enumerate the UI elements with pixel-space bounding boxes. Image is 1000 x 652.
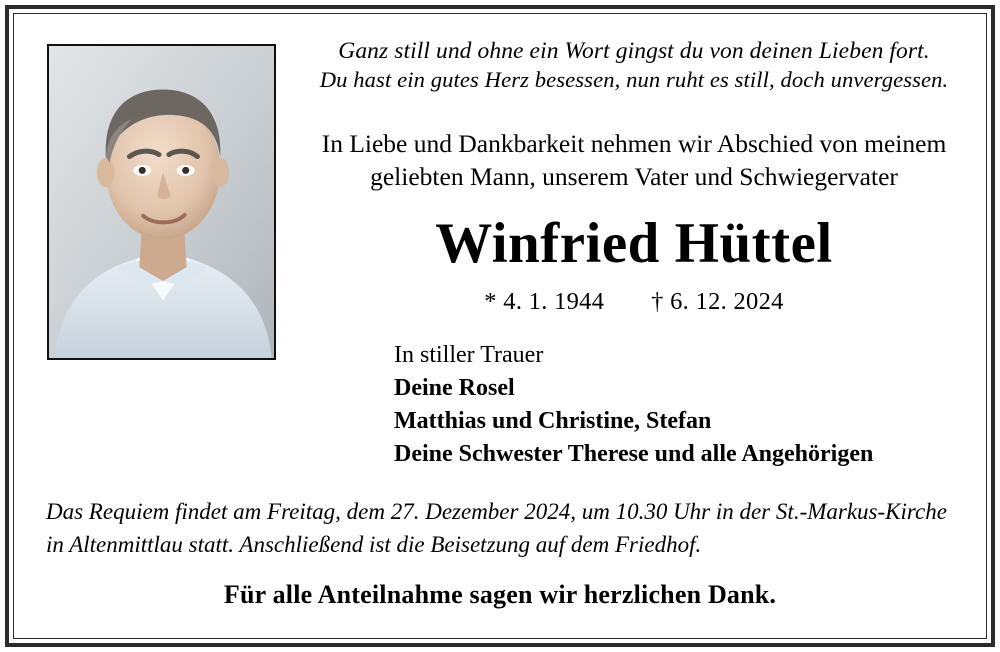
mourners-lead: In stiller Trauer: [394, 342, 544, 368]
verse-block: [304, 36, 964, 95]
mourners-block: [394, 339, 974, 471]
requiem-line-2: in Altenmittlau statt. Anschließend ist die Beisetzung auf dem Friedhof.: [46, 531, 702, 557]
mourner-line-3: Deine Schwester Therese und alle Angehörigen: [394, 441, 874, 468]
life-dates: [294, 288, 974, 316]
thanks-message: Für alle Anteilnahme sagen wir herzlichen Dank.: [223, 580, 777, 609]
birth-date: * 4. 1. 1944: [484, 288, 605, 315]
death-date: † 6. 12. 2024: [651, 288, 784, 315]
mourner-line-2: Matthias und Christine, Stefan: [394, 408, 712, 435]
deceased-name: Winfried Hüttel: [435, 212, 833, 275]
intro-line-2: geliebten Mann, unserem Vater und Schwiegervater: [370, 162, 898, 192]
intro-line-1: In Liebe und Dankbarkeit nehmen wir Abschied von meinem: [321, 129, 947, 158]
intro-block: [294, 127, 974, 193]
notice-content: [14, 14, 986, 638]
verse-line-2: Du hast ein gutes Herz besessen, nun ruht es still, doch unvergessen.: [319, 67, 949, 93]
portrait-image: [49, 46, 274, 358]
requiem-line-1: Das Requiem findet am Freitag, dem 27. Dezember 2024, um 10.30 Uhr in der St.-Markus-Kirche: [46, 499, 947, 524]
portrait-photo: [47, 44, 276, 360]
mourner-line-1: Deine Rosel: [394, 375, 515, 402]
requiem-details: [46, 496, 956, 561]
verse-line-1: Ganz still und ohne ein Wort gingst du von deinen Lieben fort.: [338, 38, 930, 64]
